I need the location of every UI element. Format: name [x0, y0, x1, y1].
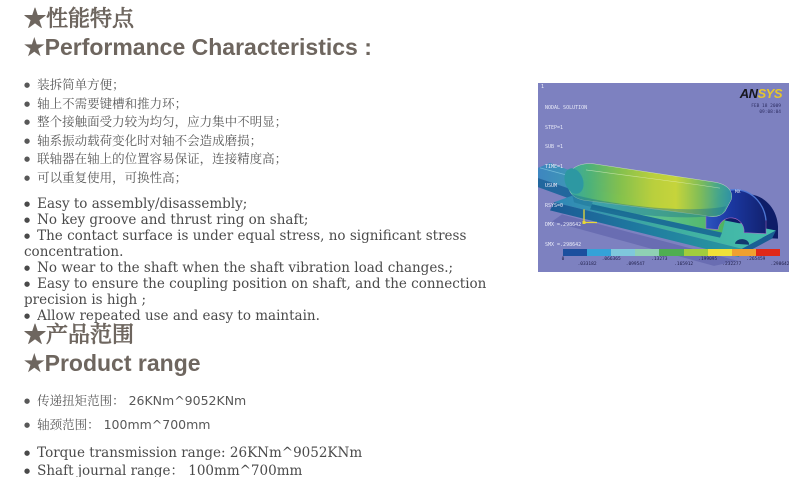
info-line: RSYS=0 — [545, 202, 564, 209]
performance-title-en: ★Performance Characteristics : — [24, 34, 372, 60]
colorbar-segment — [587, 249, 611, 256]
colorbar-segment — [659, 249, 683, 256]
list-item: ● 传递扭矩范围： 26KNm^9052KNm — [24, 389, 529, 413]
list-item: ● 整个接触面受力较为均匀，应力集中不明显； — [24, 113, 529, 132]
section-performance — [24, 5, 529, 324]
colorbar-tick: .232277 — [722, 261, 742, 267]
list-item: ● 可以重复使用，可换性高； — [24, 169, 529, 188]
analysis-datetime — [751, 104, 781, 116]
list-item: ● 轴系振动载荷变化时对轴不会造成磨损； — [24, 132, 529, 151]
colorbar-tick: .066365 — [601, 256, 621, 262]
plot-number: 1 — [541, 84, 545, 90]
performance-title-zh: ★性能特点 — [24, 6, 135, 31]
colorbar-tick: .033182 — [577, 261, 597, 267]
performance-list-en — [24, 196, 529, 324]
colorbar-segment — [732, 249, 756, 256]
colorbar-segment — [635, 249, 659, 256]
info-line: SUB =1 — [545, 144, 564, 150]
info-line: DMX =.298642 — [545, 222, 582, 228]
analysis-time: 09:08:04 — [759, 110, 781, 115]
info-line: TIME=1 — [545, 163, 564, 170]
analysis-info-block — [545, 92, 587, 261]
product-range-title-en: ★Product range — [24, 350, 201, 376]
product-range-title-zh: ★产品范围 — [24, 322, 135, 347]
performance-list-zh — [24, 76, 529, 187]
max-node-label: MX — [735, 190, 741, 195]
ansys-logo: ANSYS — [739, 86, 782, 101]
product-range-list-zh — [24, 389, 529, 437]
colorbar-tick: .265459 — [746, 256, 766, 262]
list-item: ● Easy to assembly/disassembly; — [24, 196, 529, 212]
list-item: ● 轴颈范围： 100mm^700mm — [24, 413, 529, 437]
info-line: SMX =.298642 — [545, 241, 582, 248]
colorbar-tick: .13273 — [651, 256, 668, 262]
info-line: USUM — [545, 183, 558, 189]
info-line: STEP=1 — [545, 124, 564, 131]
list-item: ● No key groove and thrust ring on shaft; — [24, 212, 529, 228]
colorbar-segment — [756, 249, 780, 256]
colorbar-segment — [611, 249, 635, 256]
section-product-range — [24, 321, 529, 477]
list-item: ● 联轴器在轴上的位置容易保证，连接精度高； — [24, 150, 529, 169]
colorbar-tick: .298642 — [770, 261, 789, 267]
colorbar-segment — [563, 249, 587, 256]
colorbar-tick: .099547 — [625, 261, 645, 267]
colorbar-segment — [684, 249, 708, 256]
list-item: ● 装拆简单方便； — [24, 76, 529, 95]
colorbar — [561, 249, 789, 269]
list-item: ● Torque transmission range: 26KNm^9052KNm — [24, 444, 529, 462]
list-item: ● Easy to ensure the coupling position on shaft, and the connection precision is high ; — [24, 276, 529, 308]
ansys-simulation-figure — [538, 83, 789, 272]
product-range-list-en — [24, 444, 529, 477]
colorbar-tick: 0 — [561, 256, 565, 262]
info-line: NODAL SOLUTION — [545, 105, 588, 111]
colorbar-tick: .165912 — [674, 261, 694, 267]
list-item: ● 轴上不需要键槽和推力环； — [24, 95, 529, 114]
analysis-date: FEB 18 2009 — [751, 104, 781, 109]
list-item: ● Shaft journal range： 100mm^700mm — [24, 462, 529, 477]
list-item: ● No wear to the shaft when the shaft vibration load changes.; — [24, 260, 529, 276]
colorbar-tick: .199095 — [698, 256, 718, 262]
colorbar-gradient — [563, 249, 780, 256]
list-item: ● The contact surface is under equal stress, no significant stress concentration. — [24, 228, 529, 260]
list-item: ● Allow repeated use and easy to maintain. — [24, 308, 529, 324]
colorbar-segment — [708, 249, 732, 256]
